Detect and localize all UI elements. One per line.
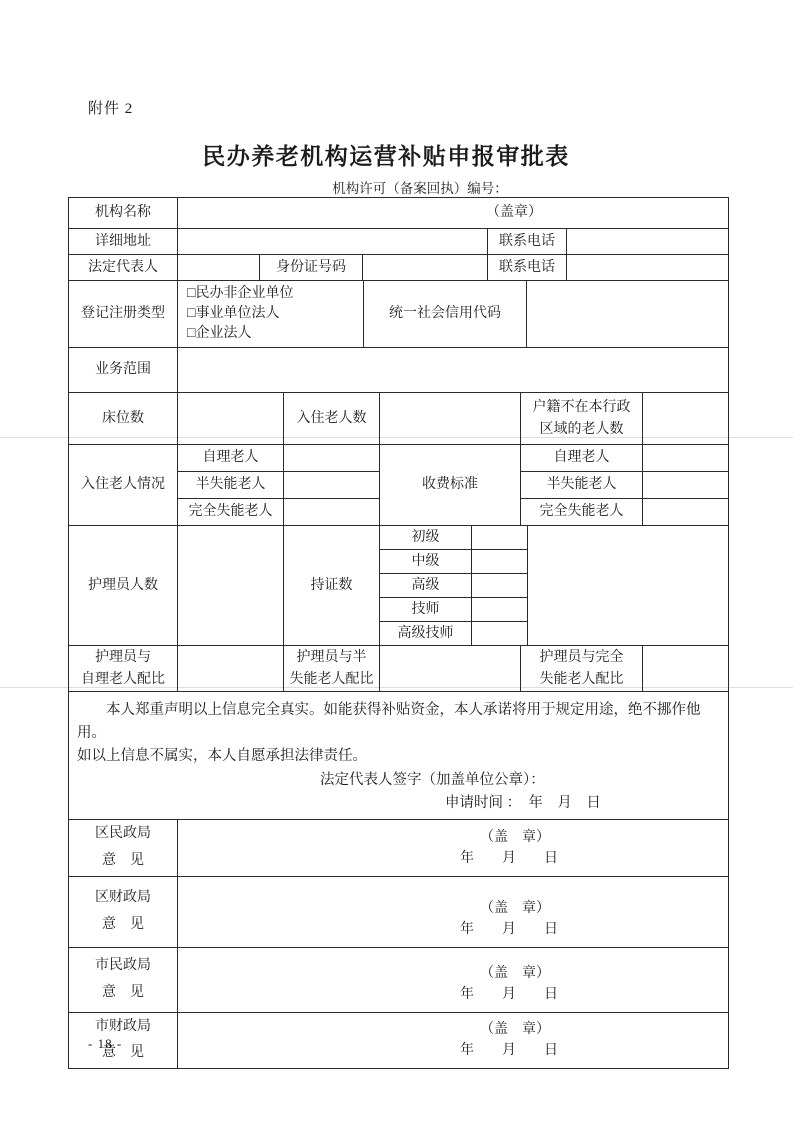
occupancy-label: 入住老人情况 — [69, 445, 178, 526]
id-number-label: 身份证号码 — [260, 255, 363, 281]
cert-level-label: 初级 — [380, 526, 472, 550]
cert-count-cell — [472, 598, 528, 622]
date-placeholder: 年 月 日 — [460, 921, 558, 937]
reg-option — [187, 324, 361, 344]
phone-input-cell — [567, 229, 729, 255]
date-placeholder: 年 月 日 — [460, 850, 558, 866]
care-level-count-cell — [284, 472, 380, 499]
declaration-band — [68, 691, 729, 820]
phone-label: 联系电话 — [488, 229, 567, 255]
address-label: 详细地址 — [69, 229, 178, 255]
ratio-label: 护理员与 自理老人配比 — [69, 646, 178, 692]
fee-level-label: 完全失能老人 — [521, 499, 643, 526]
opinion-cell-district-civil — [178, 820, 729, 876]
opinion-cell-district-finance — [178, 876, 729, 947]
nursing-extra-cell — [528, 526, 729, 646]
date-placeholder: 年 月 日 — [460, 986, 558, 1002]
checkbox-icon: □ — [187, 306, 196, 321]
reg-type-options-cell — [178, 281, 364, 348]
stamp-note: （盖 章） — [480, 965, 550, 981]
cert-level-label: 中级 — [380, 550, 472, 574]
fee-level-label: 半失能老人 — [521, 472, 643, 499]
page-number: - 18 - — [88, 1036, 123, 1051]
cert-level-label: 高级技师 — [380, 622, 472, 646]
application-form-table — [68, 197, 728, 1069]
attachment-label: 附件 2 — [88, 101, 134, 117]
care-level-count-cell — [284, 499, 380, 526]
reg-option-label: 事业单位法人 — [195, 306, 280, 321]
registration-type-band — [68, 280, 729, 348]
nursing-staff-label: 护理员人数 — [69, 526, 178, 646]
legal-rep-input-cell — [178, 255, 260, 281]
ratio-input-cell — [643, 646, 729, 692]
ratio-band — [68, 645, 729, 692]
stamp-note: （盖 章） — [480, 900, 550, 916]
basic-info-band — [68, 197, 729, 281]
nursing-band — [68, 525, 729, 646]
permit-no-label: 机构许可（备案回执）编号： — [332, 181, 508, 196]
opinion-label-district-civil: 区民政局 意 见 — [69, 820, 178, 876]
opinion-label-city-finance: 市财政局 意 见 — [69, 1012, 178, 1068]
fee-input-cell — [643, 472, 729, 499]
apply-time-label: 申请时间 ： 年 月 日 — [445, 795, 601, 812]
opinion-cell-city-finance — [178, 1012, 729, 1068]
signature-label: 法定代表人签字（加盖单位公章）： — [320, 772, 545, 789]
opinion-label-city-civil: 市民政局 意 见 — [69, 947, 178, 1012]
cert-level-label: 高级 — [380, 574, 472, 598]
date-placeholder: 年 月 日 — [460, 1042, 558, 1058]
ratio-label: 护理员与完全 失能老人配比 — [521, 646, 643, 692]
cert-level-label: 技师 — [380, 598, 472, 622]
nursing-staff-count-cell — [178, 526, 284, 646]
care-level-label: 自理老人 — [178, 445, 284, 472]
beds-input-cell — [178, 393, 284, 445]
cert-count-cell — [472, 550, 528, 574]
ratio-label: 护理员与半 失能老人配比 — [284, 646, 380, 692]
declaration-text: 本人郑重声明以上信息完全真实。如能获得补贴资金，本人承诺将用于规定用途，绝不挪作他用。 — [77, 702, 701, 742]
fee-level-label: 自理老人 — [521, 445, 643, 472]
beds-label: 床位数 — [69, 393, 178, 445]
certified-label: 持证数 — [284, 526, 380, 646]
capacity-band — [68, 392, 729, 445]
fee-standard-label: 收费标准 — [380, 445, 521, 526]
residents-input-cell — [380, 393, 521, 445]
org-name-input-cell — [178, 198, 729, 229]
phone-input-cell — [567, 255, 729, 281]
fee-input-cell — [643, 445, 729, 472]
opinion-label-district-finance: 区财政局 意 见 — [69, 876, 178, 947]
phone-label: 联系电话 — [488, 255, 567, 281]
legal-rep-label: 法定代表人 — [69, 255, 178, 281]
org-name-label: 机构名称 — [69, 198, 178, 229]
credit-code-label: 统一社会信用代码 — [364, 281, 527, 348]
care-level-count-cell — [284, 445, 380, 472]
opinion-cell-city-civil — [178, 947, 729, 1012]
reg-option — [187, 284, 361, 304]
credit-code-input-cell — [527, 281, 729, 348]
business-scope-label: 业务范围 — [69, 348, 178, 393]
declaration-text: 如以上信息不属实，本人自愿承担法律责任。 — [77, 748, 367, 765]
ratio-input-cell — [380, 646, 521, 692]
checkbox-icon: □ — [187, 326, 196, 341]
opinions-band — [68, 819, 729, 1068]
care-level-label: 半失能老人 — [178, 472, 284, 499]
cert-count-cell — [472, 622, 528, 646]
nonlocal-elders-input-cell — [643, 393, 729, 445]
reg-option-label: 企业法人 — [195, 326, 252, 341]
cert-count-cell — [472, 526, 528, 550]
id-number-input-cell — [363, 255, 488, 281]
business-scope-band — [68, 347, 729, 393]
stamp-note: （盖章） — [486, 205, 542, 221]
address-input-cell — [178, 229, 488, 255]
declaration-cell — [69, 692, 729, 820]
occupancy-band — [68, 444, 729, 526]
reg-option-label: 民办非企业单位 — [195, 286, 294, 301]
fee-input-cell — [643, 499, 729, 526]
reg-type-label: 登记注册类型 — [69, 281, 178, 348]
nonlocal-elders-label: 户籍不在本行政 区域的老人数 — [521, 393, 643, 445]
stamp-note: （盖 章） — [480, 1021, 550, 1037]
cert-count-cell — [472, 574, 528, 598]
checkbox-icon: □ — [187, 286, 196, 301]
business-scope-input-cell — [178, 348, 729, 393]
page-title: 民办养老机构运营补贴申报审批表 — [202, 143, 570, 169]
care-level-label: 完全失能老人 — [178, 499, 284, 526]
stamp-note: （盖 章） — [480, 829, 550, 845]
reg-option — [187, 304, 361, 324]
ratio-input-cell — [178, 646, 284, 692]
residents-label: 入住老人数 — [284, 393, 380, 445]
